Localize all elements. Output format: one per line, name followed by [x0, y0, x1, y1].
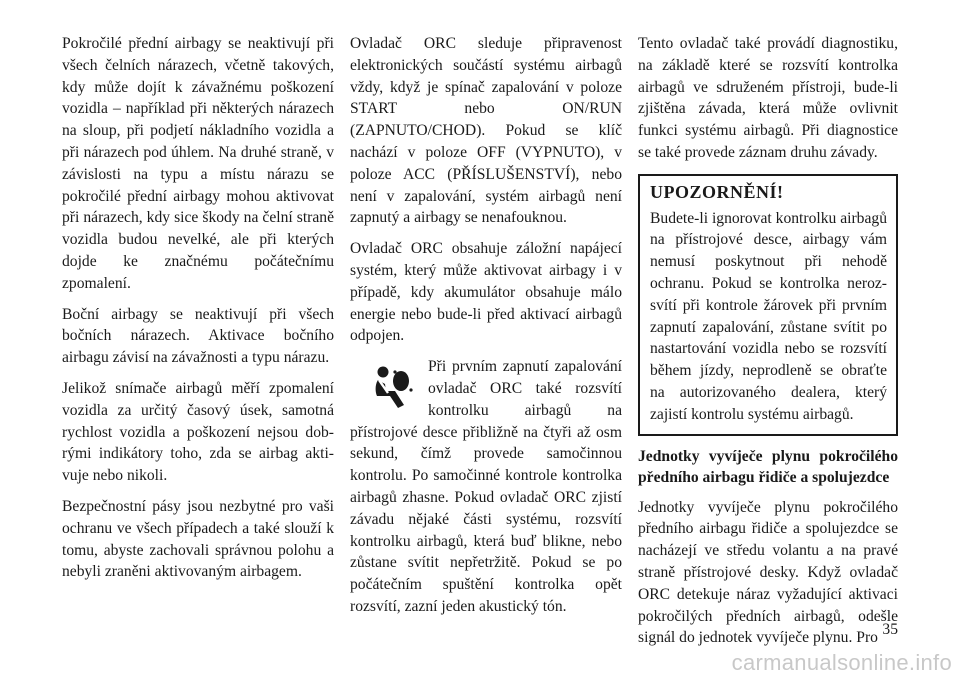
paragraph-orc-monitoring: Ovladač ORC sleduje připravenost elektronických součástí systému airbagů vždy, když je spínač zapalování v poloze START nebo ON/RUN (ZAPNUTO/CHOD). Pokud se klíč nachází v poloze OFF (VYPNUTO), v poloze ACC (PŘÍSLUŠENSTVÍ), nebo není v zapalování, systém airbagů není zapnutý a airbagy se nenafouknou.	[350, 35, 622, 227]
warning-text: Budete-li ignorovat kontrolku airbagů na přístrojové desce, airbagy vám nemusí poskytnout při nehodě ochranu. Pokud se kontrolka nerozsvítí při kontrole žárovek při prvním zapnutí zapalování, zůstane svítit po nastartování vozidla nebo se rozsvítí během jízdy, neprodleně se obraťte na autorizovaného dealera, který zajistí kontrolu systému airbagů.	[650, 209, 887, 423]
watermark: carmanualsonline.info	[731, 650, 952, 675]
paragraph-deceleration-sensors: Jelikož snímače airbagů měří zpomalení vozidla za určitý časový úsek, samotná rychlost vozidla a poškození nejsou dobrými indikátory toho, zda se airbag aktivuje nebo nikoli.	[62, 379, 334, 485]
paragraph-seat-belts: Bezpečnostní pásy jsou nezbytné pro vaši ochranu ve všech případech a také slouží k tomu, abyste zachovali správnou polohu a nebyli zraněni aktivovaným airbagem.	[62, 497, 334, 581]
page-number: 35	[882, 621, 898, 638]
column-left	[62, 33, 334, 592]
warning-title: UPOZORNĚNÍ!	[650, 181, 784, 202]
airbag-warning-icon	[368, 364, 414, 410]
warning-box	[638, 174, 898, 436]
paragraph-side-airbags: Boční airbagy se neaktivují při všech bočních nárazech. Aktivace bočního airbagu závisí na závažnosti a typu nárazu.	[62, 305, 334, 367]
paragraph-orc-backup-power: Ovladač ORC obsahuje záložní napájecí systém, který může aktivovat airbagy i v případě, kdy akumulátor obsahuje málo energie nebo bude-li před aktivací airbagů odpojen.	[350, 240, 622, 345]
paragraph-inflator-units: Jednotky vyvíječe plynu pokročilého předního airbagu řidiče a spolujezdce se nacházejí ve středu volantu a na pravé straně přístrojové desky. Když ovladač ORC detekuje náraz vyžadující aktivaci pokročilých předních airbagů, odešle signál do jednotek vyvíječe plynu. Pro	[638, 498, 898, 647]
column-right	[638, 33, 898, 658]
paragraph-advanced-front-airbags: Pokročilé přední airbagy se neaktivují při všech čelních nárazech, včetně takových, kdy může dojít k závažnému poškození vozidla – například při některých nárazech na sloup, při podjetí nákladního vozidla a při nárazech pod úhlem. Na druhé straně, v závislosti na typu a místu nárazu se pokročilé přední airbagy mohou aktivovat při nárazech, kdy sice škody na čelní straně vozidla budou nevelké, ale při kterých dojde ke značnému počátečnímu zpomalení.	[62, 35, 334, 292]
section-heading: Jednotky vyvíječe plynu pokročilého předního airbagu řidiče a spolujezdce	[638, 447, 898, 486]
paragraph-orc-self-test: Při prvním zapnutí zapalování ovladač ORC také rozsvítí kontrolku airbagů na přístrojové desce přibližně na čtyři až osm sekund, čímž provede samočinnou kontrolu. Po samočinné kontrole kontrolka airbagů zhasne. Pokud ovladač ORC zjistí závadu nějaké části systému, rozsvítí kontrolku airbagů, která buď blikne, nebo zůstane svítit nepřetržitě. Pokud se po počátečním spuštění kontrolka opět rozsvítí, zazní jeden akustický tón.	[350, 358, 622, 615]
paragraph-diagnostics: Tento ovladač také provádí diagnostiku, na základě které se rozsvítí kontrolka airbagů ve sdruženém přístroji, bude-li zjištěna závada, která může ovlivnit funkci systému airbagů. Při diagnostice se také provede záznam druhu závady.	[638, 35, 898, 161]
column-middle	[350, 33, 622, 627]
icon-paragraph	[350, 356, 622, 618]
